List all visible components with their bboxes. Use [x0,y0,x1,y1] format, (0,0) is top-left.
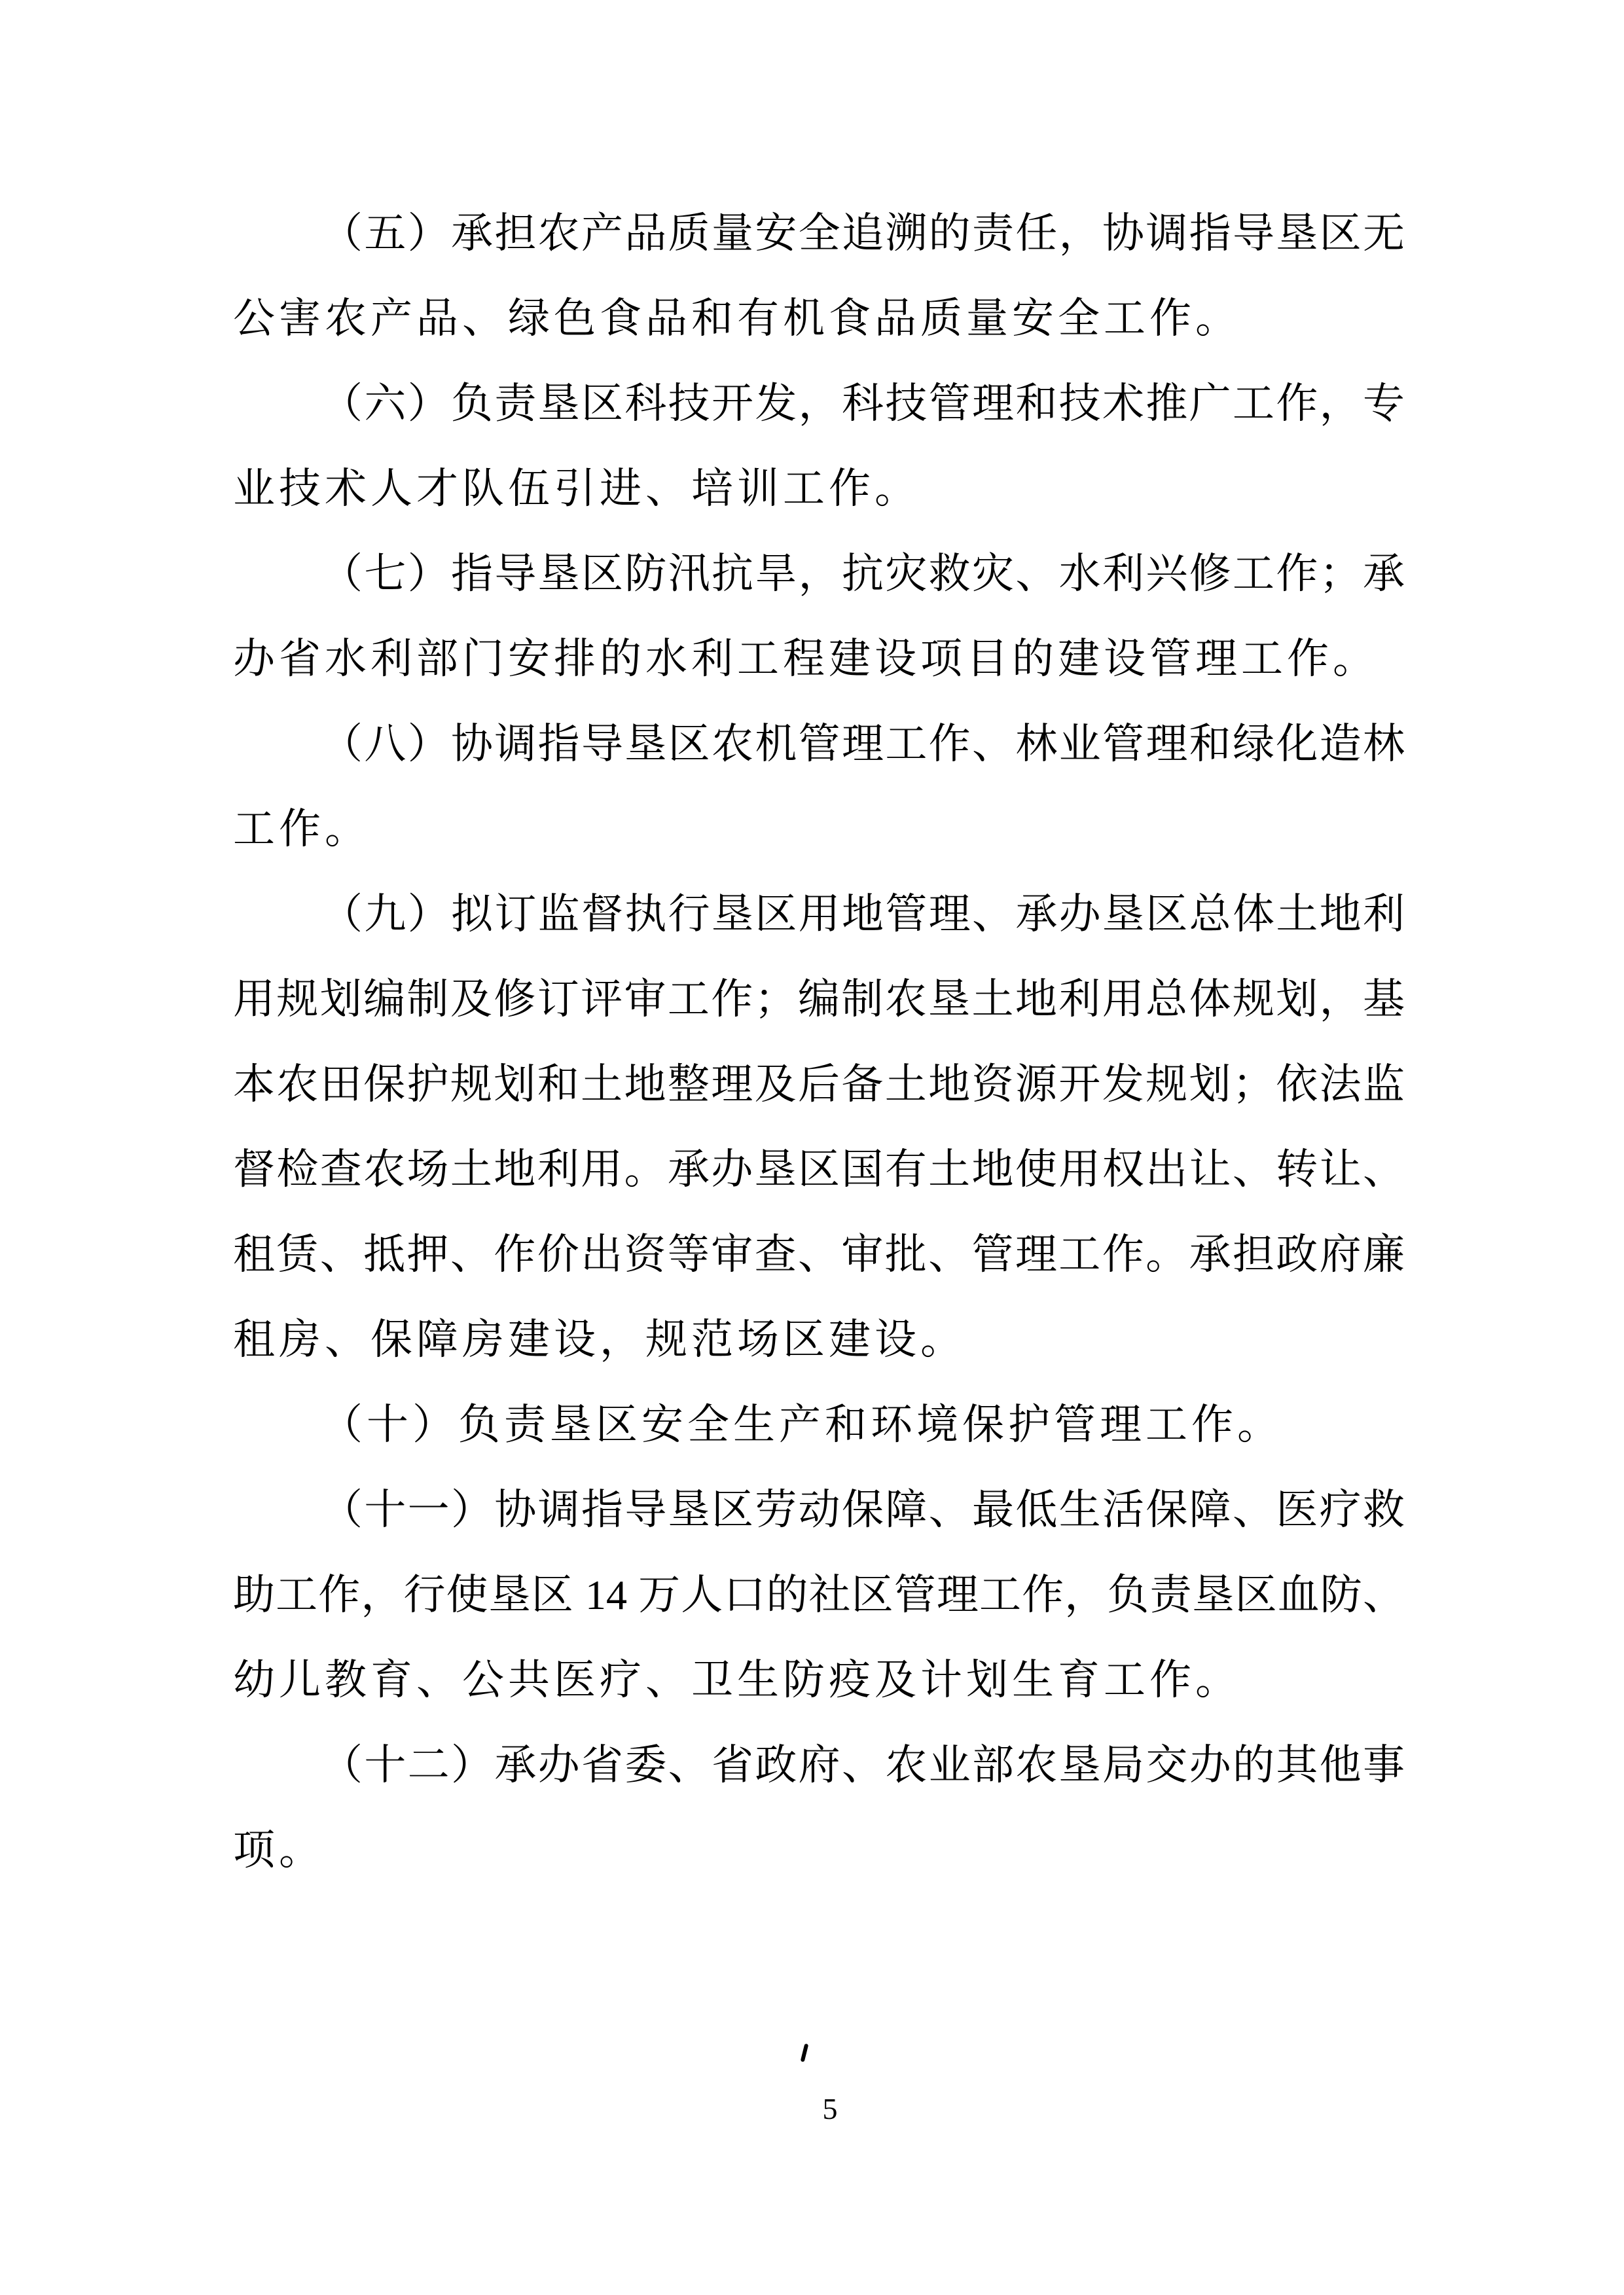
paragraph-line-item-11-3: 幼儿教育、公共医疗、卫生防疫及计划生育工作。 [233,1657,1241,1703]
paragraph-line-item-8-2: 工作。 [233,806,370,852]
paragraph-line-item-9-5: 租赁、抵押、作价出资等审查、审批、管理工作。承担政府廉 [233,1231,1405,1278]
paragraph-line-item-5-2: 公害农产品、绿色食品和有机食品质量安全工作。 [233,295,1241,342]
paragraph-line-item-12-2: 项。 [233,1827,325,1873]
paragraph-line-item-9-2: 用规划编制及修订评审工作；编制农垦土地利用总体规划，基 [233,976,1405,1022]
paragraph-line-item-5-1: （五）承担农产品质量安全追溯的责任，协调指导垦区无 [321,210,1405,257]
paragraph-line-item-6-1: （六）负责垦区科技开发，科技管理和技术推广工作，专 [321,380,1405,427]
page-number: 5 [822,2092,838,2125]
paragraph-line-item-9-1: （九）拟订监督执行垦区用地管理、承办垦区总体土地利 [321,891,1405,937]
stray-mark-icon [801,2044,809,2063]
body-text [233,191,1405,1893]
paragraph-line-item-10-1: （十）负责垦区安全生产和环境保护管理工作。 [321,1401,1283,1448]
paragraph-line-item-11-1: （十一）协调指导垦区劳动保障、最低生活保障、医疗救 [321,1487,1405,1533]
paragraph-line-item-9-4: 督检查农场土地利用。承办垦区国有土地使用权出让、转让、 [233,1146,1405,1193]
paragraph-line-item-8-1: （八）协调指导垦区农机管理工作、林业管理和绿化造林 [321,721,1405,767]
paragraph-line-item-7-2: 办省水利部门安排的水利工程建设项目的建设管理工作。 [233,636,1379,682]
paragraph-line-item-11-2: 助工作，行使垦区 14 万人口的社区管理工作，负责垦区血防、 [233,1572,1405,1618]
paragraph-line-item-9-3: 本农田保护规划和土地整理及后备土地资源开发规划；依法监 [233,1061,1405,1108]
paragraph-line-item-12-1: （十二）承办省委、省政府、农业部农垦局交办的其他事 [321,1742,1405,1788]
paragraph-line-item-9-6: 租房、保障房建设，规范场区建设。 [233,1316,966,1363]
paragraph-line-item-6-2: 业技术人才队伍引进、培训工作。 [233,465,920,512]
paragraph-line-item-7-1: （七）指导垦区防汛抗旱，抗灾救灾、水利兴修工作；承 [321,551,1405,597]
